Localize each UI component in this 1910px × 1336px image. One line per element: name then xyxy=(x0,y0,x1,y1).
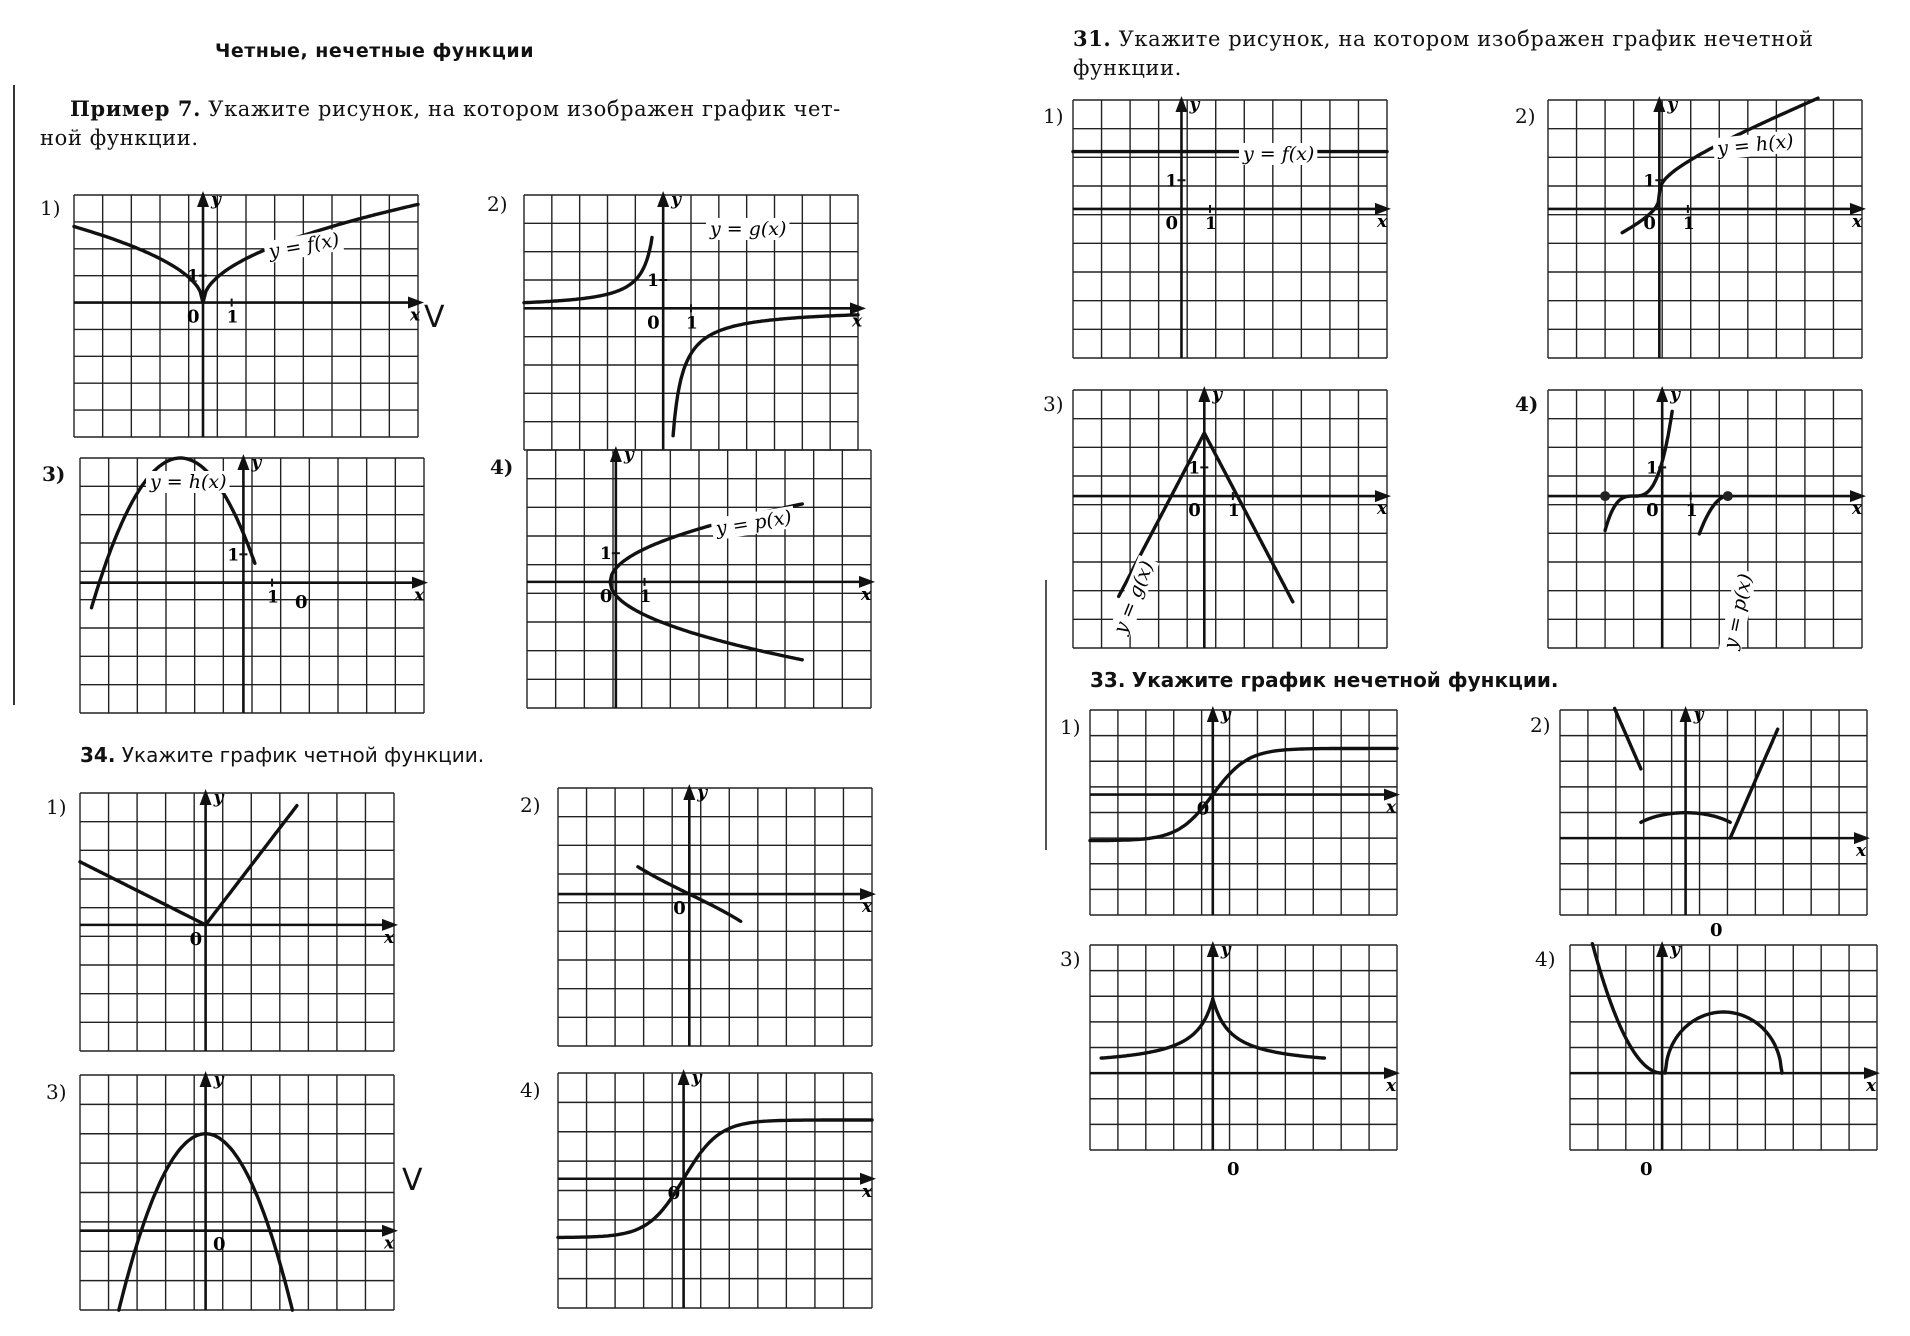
example-7-line1: Укажите рисунок, на котором изображен график чет- xyxy=(208,97,841,121)
unit-x-label: 1 xyxy=(686,313,698,334)
option-label: 4) xyxy=(1535,947,1556,971)
y-axis-arrow xyxy=(1207,706,1219,722)
function-label: y = h(x) xyxy=(1716,130,1795,160)
function-label: y = g(x) xyxy=(1109,557,1159,637)
y-axis-arrow xyxy=(1656,386,1668,402)
graph-problem-34-3 xyxy=(80,1070,400,1315)
unit-x-label: 1 xyxy=(226,307,239,328)
y-axis-label: y xyxy=(1220,940,1231,960)
y-axis-label: y xyxy=(213,788,224,808)
y-axis-label: y xyxy=(1212,385,1223,405)
y-axis-label: y xyxy=(251,453,262,473)
function-curve xyxy=(1665,1012,1782,1073)
option-label: 1) xyxy=(1043,104,1064,128)
origin-label: 0 xyxy=(187,306,200,328)
unit-y-label: 1 xyxy=(1646,458,1659,479)
option-label: 4) xyxy=(520,1078,541,1102)
option-label: 2) xyxy=(1530,713,1551,737)
x-axis-label: x xyxy=(1866,1076,1877,1097)
graph-problem-31-4 xyxy=(1548,385,1868,652)
function-curve xyxy=(1730,729,1778,838)
handwritten-check-mark: V xyxy=(424,300,445,335)
unit-y-label: 1 xyxy=(1165,171,1178,192)
y-axis-arrow xyxy=(1207,941,1219,957)
function-curve xyxy=(524,238,652,303)
x-axis-label: x xyxy=(862,1181,873,1202)
x-axis-label: x xyxy=(384,927,395,948)
x-axis-label: x xyxy=(861,584,872,605)
origin-label: 0 xyxy=(667,1182,681,1204)
x-axis-label: x xyxy=(1386,797,1397,818)
option-label: 4) xyxy=(1515,392,1539,416)
unit-y-label: 1 xyxy=(647,271,660,291)
problem-31-number: 31. xyxy=(1073,26,1112,51)
y-axis-label: y xyxy=(1670,385,1681,405)
unit-y-label: 1 xyxy=(187,266,199,287)
unit-x-label: 1 xyxy=(1682,213,1695,234)
function-curve xyxy=(80,862,206,925)
function-curve xyxy=(1622,98,1818,233)
unit-x-label: 1 xyxy=(639,586,652,607)
y-axis-arrow xyxy=(237,454,249,470)
example-7-line2: ной функции. xyxy=(40,126,199,150)
origin-label: 0 xyxy=(1640,1159,1653,1180)
origin-label: 0 xyxy=(1227,1159,1240,1180)
origin-label: 0 xyxy=(189,928,203,950)
y-axis-arrow xyxy=(683,784,695,800)
y-axis-arrow xyxy=(1653,96,1665,112)
unit-y-label: 1 xyxy=(1643,171,1656,192)
problem-31-text xyxy=(1073,25,1873,53)
example-7-label: Пример 7. xyxy=(70,96,202,121)
option-label: 3) xyxy=(1043,392,1064,416)
problem-33-text: Укажите график нечетной функции. xyxy=(1131,668,1559,692)
origin-label: 0 xyxy=(1188,500,1201,522)
y-axis-label: y xyxy=(1693,705,1704,725)
problem-34-text: Укажите график четной функции. xyxy=(121,743,485,767)
y-axis-label: y xyxy=(671,190,682,210)
option-label: 2) xyxy=(520,793,541,817)
graph-example-7-1 xyxy=(74,190,444,445)
unit-y-label: 1 xyxy=(227,545,240,566)
function-label: y = p(x) xyxy=(714,506,794,540)
y-axis-arrow xyxy=(197,191,209,207)
origin-label: 0 xyxy=(673,898,686,920)
x-axis-label: x xyxy=(1856,841,1867,862)
graph-problem-34-2 xyxy=(558,783,878,1050)
x-axis-label: x xyxy=(852,311,863,332)
x-axis-label: x xyxy=(384,1233,395,1254)
origin-label: 0 xyxy=(213,1234,226,1255)
handwritten-check-mark: V xyxy=(402,1163,423,1198)
function-curve xyxy=(1699,496,1728,534)
function-label: y = g(x) xyxy=(710,218,787,240)
example-7-text xyxy=(70,95,870,123)
x-axis-label: x xyxy=(862,897,873,918)
graph-problem-33-3 xyxy=(1090,940,1410,1180)
option-label: 1) xyxy=(46,795,67,819)
graph-example-7-3 xyxy=(80,453,430,718)
y-axis-arrow xyxy=(1680,706,1692,722)
graph-problem-34-4 xyxy=(558,1068,878,1313)
function-curve xyxy=(1615,708,1641,769)
graph-example-7-4 xyxy=(527,445,877,715)
graph-problem-31-3 xyxy=(1073,385,1393,650)
y-axis-arrow xyxy=(678,1069,690,1085)
origin-label: 0 xyxy=(1165,212,1179,234)
graph-problem-33-1 xyxy=(1090,705,1410,920)
function-label: y = f(x) xyxy=(1243,143,1315,165)
option-label: 1) xyxy=(1060,715,1081,739)
option-label: 4) xyxy=(490,455,514,479)
unit-x-label: 1 xyxy=(1227,501,1240,522)
page-edge-line xyxy=(1045,580,1047,850)
x-axis-label: x xyxy=(1852,211,1863,232)
unit-x-label: 1 xyxy=(267,587,279,608)
origin-label: 0 xyxy=(647,312,660,334)
curve-point xyxy=(1600,491,1610,501)
problem-33-heading xyxy=(1090,668,1559,692)
option-label: 3) xyxy=(1060,947,1081,971)
y-axis-label: y xyxy=(213,1070,224,1090)
unit-x-label: 1 xyxy=(1685,501,1698,522)
function-curve xyxy=(1592,944,1662,1073)
option-label: 3) xyxy=(42,462,66,486)
x-axis-label: x xyxy=(1386,1076,1397,1097)
y-axis-arrow xyxy=(657,191,669,207)
y-axis-arrow xyxy=(200,789,212,805)
y-axis-label: y xyxy=(691,1068,702,1088)
option-label: 2) xyxy=(1515,104,1536,128)
unit-y-label: 1 xyxy=(599,544,612,565)
section-title: Четные, нечетные функции xyxy=(215,40,535,62)
y-axis-label: y xyxy=(697,783,708,803)
graph-problem-33-2 xyxy=(1560,705,1880,941)
y-axis-arrow xyxy=(1656,941,1668,957)
function-label: y = h(x) xyxy=(150,471,227,493)
function-label: y = p(x) xyxy=(1719,571,1757,652)
origin-label: 0 xyxy=(1646,500,1659,522)
y-axis-label: y xyxy=(1670,940,1680,960)
y-axis-label: y xyxy=(1220,705,1231,725)
curve-point xyxy=(1723,491,1733,501)
function-label: y = f(x) xyxy=(267,228,342,263)
x-axis-label: x xyxy=(1377,211,1388,232)
graph-example-7-2 xyxy=(524,190,874,455)
origin-label: 0 xyxy=(295,592,308,613)
option-label: 3) xyxy=(46,1080,67,1104)
y-axis-label: y xyxy=(1667,95,1678,115)
y-axis-label: y xyxy=(211,190,221,210)
y-axis-label: y xyxy=(1189,95,1200,115)
x-axis-label: x xyxy=(414,585,425,606)
unit-y-label: 1 xyxy=(1188,458,1201,479)
problem-31-line2: функции. xyxy=(1073,56,1182,80)
origin-label: 0 xyxy=(1196,798,1210,820)
x-axis-label: x xyxy=(1377,499,1388,520)
y-axis-arrow xyxy=(1175,96,1187,112)
page-edge-line xyxy=(13,85,15,705)
problem-34-heading xyxy=(80,743,484,767)
problem-34-number: 34. xyxy=(80,743,116,767)
origin-label: 0 xyxy=(1710,920,1723,941)
graph-problem-31-1 xyxy=(1073,95,1393,365)
origin-label: 0 xyxy=(599,585,613,607)
origin-label: 0 xyxy=(1643,212,1656,234)
y-axis-label: y xyxy=(623,445,634,465)
option-label: 1) xyxy=(40,196,61,220)
option-label: 2) xyxy=(487,192,508,216)
graph-problem-34-1 xyxy=(80,788,400,1055)
x-axis-label: x xyxy=(410,305,421,326)
x-axis-label: x xyxy=(1852,499,1863,520)
graph-problem-33-4 xyxy=(1570,940,1890,1180)
unit-x-label: 1 xyxy=(1205,213,1217,234)
problem-33-number: 33. xyxy=(1090,668,1126,692)
graph-problem-31-2 xyxy=(1548,95,1868,365)
problem-31-line1: Укажите рисунок, на котором изображен график нечетной xyxy=(1118,27,1814,51)
y-axis-arrow xyxy=(200,1071,212,1087)
y-axis-arrow xyxy=(1198,386,1210,402)
